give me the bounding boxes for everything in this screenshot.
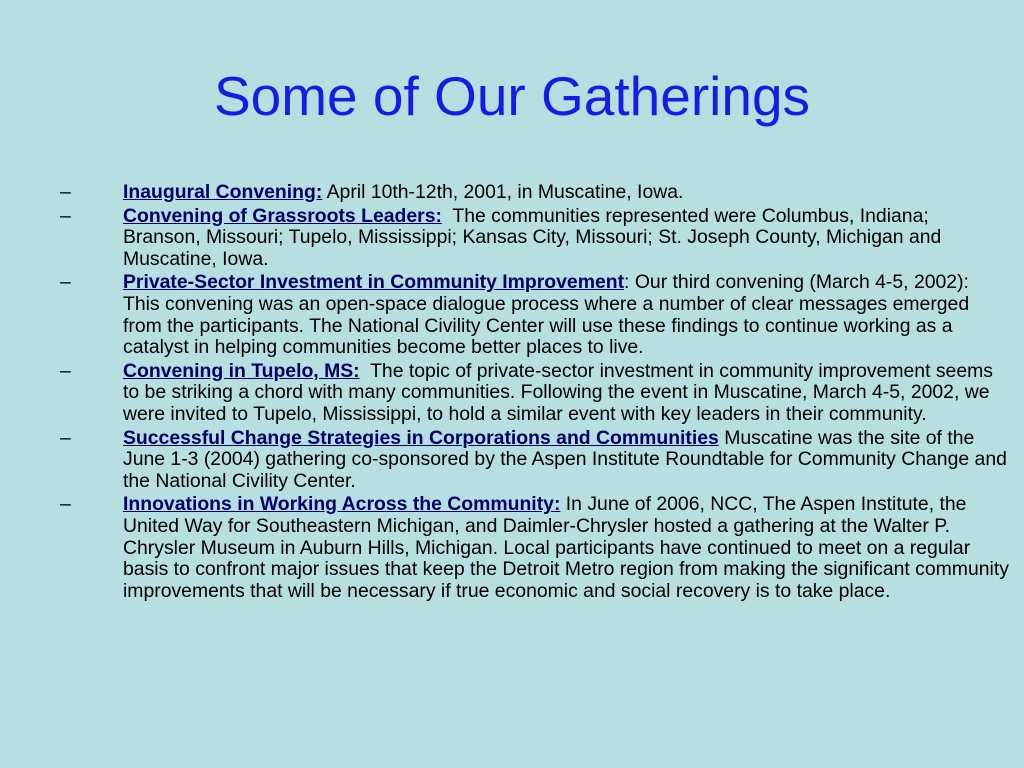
item-heading: Successful Change Strategies in Corporations and Communities bbox=[123, 426, 719, 449]
bullet-dash: – bbox=[60, 271, 71, 294]
gatherings-list bbox=[60, 182, 1010, 604]
list-item bbox=[60, 428, 1010, 493]
item-body: The topic of private-sector investment in community improvement seems to be striking a chord with many communities. Following the event in Muscatine, March 4-5, 2002, we were invited to Tupelo, Mississippi, to hold a similar event with key leaders in their community. bbox=[123, 359, 993, 425]
list-item bbox=[60, 361, 1010, 426]
bullet-dash: – bbox=[60, 359, 71, 382]
item-body: The communities represented were Columbus, Indiana; Branson, Missouri; Tupelo, Mississippi; Kansas City, Missouri; St. Joseph County, Michigan and Muscatine, Iowa. bbox=[123, 204, 942, 270]
item-body: : Our third convening (March 4-5, 2002): This convening was an open-space dialogue process where a number of clear messages emerged from the participants. The National Civility Center will use these findings to continue working as a catalyst in helping communities become better places to live. bbox=[123, 271, 970, 359]
item-heading: Convening of Grassroots Leaders: bbox=[123, 204, 442, 227]
item-body: April 10th-12th, 2001, in Muscatine, Iowa. bbox=[326, 181, 684, 203]
bullet-dash: – bbox=[60, 493, 71, 516]
list-item bbox=[60, 272, 1010, 358]
list-item bbox=[60, 182, 1010, 204]
item-body: In June of 2006, NCC, The Aspen Institute, the United Way for Southeastern Michigan, and Daimler-Chrysler hosted a gathering at the Walter P. Chrysler Museum in Auburn Hills, Michigan. Local participants have continued to meet on a regular basis to confront major issues that keep the Detroit Metro region from making the significant community improvements that will be necessary if true economic and social recovery is to take place. bbox=[123, 493, 1009, 602]
item-heading: Innovations in Working Across the Community: bbox=[123, 493, 561, 516]
item-separator bbox=[360, 360, 370, 382]
item-separator bbox=[442, 205, 452, 227]
bullet-dash: – bbox=[60, 181, 71, 203]
item-heading: Private-Sector Investment in Community Improvement bbox=[123, 271, 625, 294]
item-heading: Convening in Tupelo, MS: bbox=[123, 359, 360, 382]
bullet-dash: – bbox=[60, 204, 71, 227]
item-heading: Inaugural Convening: bbox=[123, 181, 323, 203]
list-item bbox=[60, 494, 1010, 602]
slide-title: Some of Our Gatherings bbox=[213, 65, 811, 127]
item-body: Muscatine was the site of the June 1-3 (2004) gathering co-sponsored by the Aspen Institute Roundtable for Community Change and the National Civility Center. bbox=[123, 426, 1007, 492]
list-item bbox=[60, 206, 1010, 271]
bullet-dash: – bbox=[60, 426, 71, 449]
